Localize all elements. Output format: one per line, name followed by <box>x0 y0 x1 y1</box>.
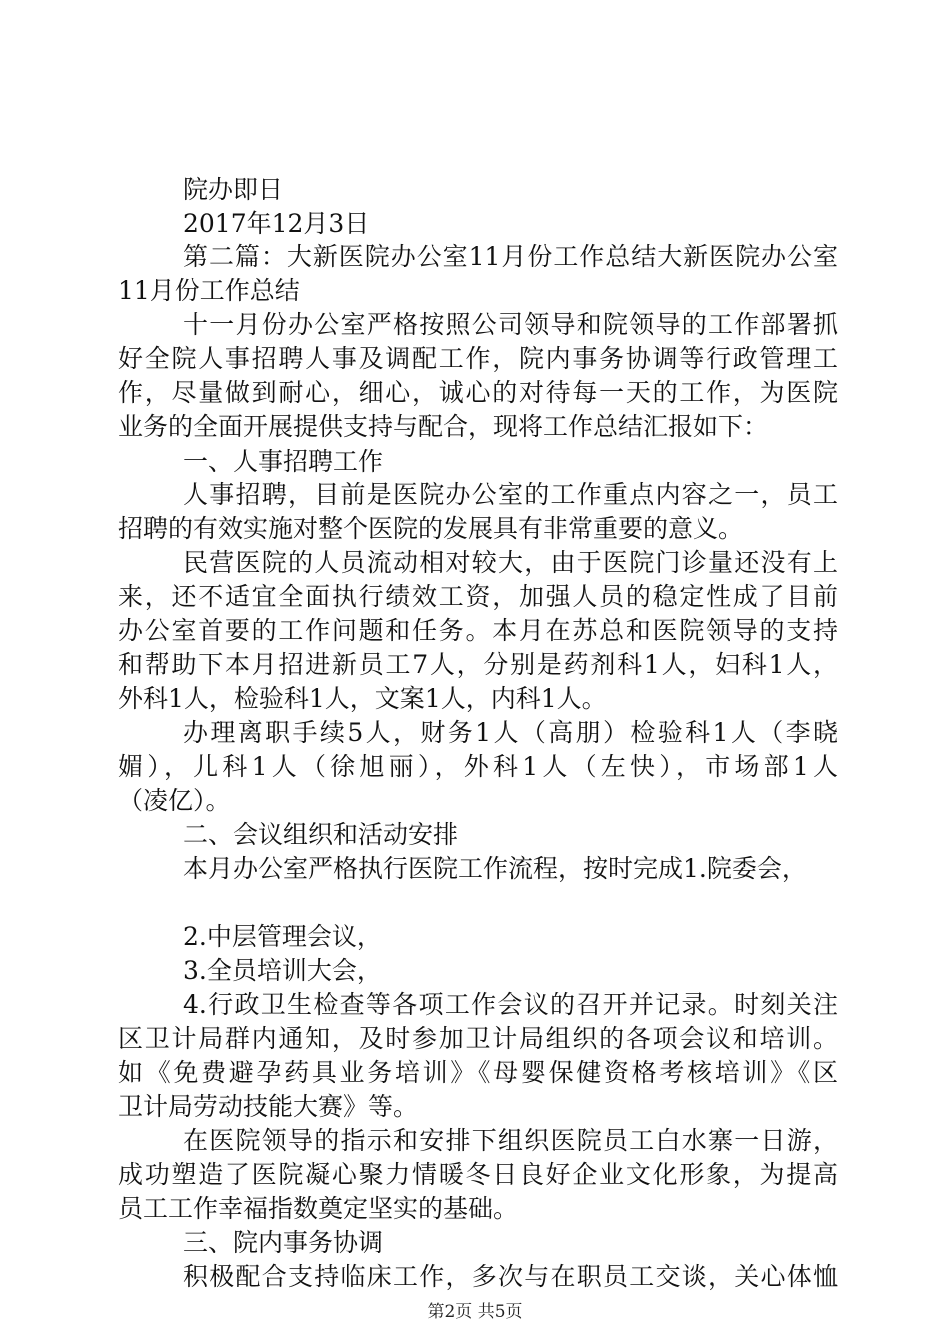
paragraph-line: 媚），儿科1人（徐旭丽），外科1人（左快），市场部1人 <box>118 752 838 781</box>
paragraph-line: 本月办公室严格执行医院工作流程，按时完成1.院委会， <box>183 854 807 883</box>
paragraph-line: 业务的全面开展提供支持与配合，现将工作总结汇报如下： <box>118 412 769 441</box>
paragraph-line: 员工工作幸福指数奠定坚实的基础。 <box>118 1194 519 1223</box>
paragraph-line: 区卫计局群内通知，及时参加卫计局组织的各项会议和培训。 <box>118 1024 838 1053</box>
paragraph-line: （凌亿）。 <box>118 786 231 815</box>
section-title-line: 第二篇：大新医院办公室11月份工作总结大新医院办公室 <box>183 242 838 271</box>
heading-meetings: 二、会议组织和活动安排 <box>183 820 459 849</box>
list-item: 4.行政卫生检查等各项工作会议的召开并记录。时刻关注 <box>183 990 838 1019</box>
page-number-footer: 第2页 共5页 <box>427 1302 523 1322</box>
paragraph-line: 外科1人，检验科1人，文案1人，内科1人。 <box>118 684 607 713</box>
paragraph-line: 作，尽量做到耐心，细心，诚心的对待每一天的工作，为医院 <box>118 378 838 407</box>
paragraph-line: 好全院人事招聘人事及调配工作，院内事务协调等行政管理工 <box>118 344 838 373</box>
paragraph-line: 招聘的有效实施对整个医院的发展具有非常重要的意义。 <box>118 514 744 543</box>
signature-date: 2017年12月3日 <box>183 209 370 238</box>
paragraph-line: 积极配合支持临床工作，多次与在职员工交谈，关心体恤 <box>183 1262 838 1291</box>
list-item: 3.全员培训大会， <box>183 956 382 985</box>
paragraph-line: 如《免费避孕药具业务培训》《母婴保健资格考核培训》《区 <box>118 1058 838 1087</box>
paragraph-line: 来，还不适宜全面执行绩效工资，加强人员的稳定性成了目前 <box>118 582 838 611</box>
paragraph-line: 和帮助下本月招进新员工7人，分别是药剂科1人，妇科1人， <box>118 650 838 679</box>
heading-recruitment: 一、人事招聘工作 <box>183 447 384 476</box>
signature-office: 院办即日 <box>183 175 284 204</box>
paragraph-line: 十一月份办公室严格按照公司领导和院领导的工作部署抓 <box>183 310 838 339</box>
paragraph-line: 成功塑造了医院凝心聚力情暖冬日良好企业文化形象，为提高 <box>118 1160 838 1189</box>
paragraph-line: 卫计局劳动技能大赛》等。 <box>118 1092 419 1121</box>
list-item: 2.中层管理会议， <box>183 922 382 951</box>
paragraph-line: 民营医院的人员流动相对较大，由于医院门诊量还没有上 <box>183 548 838 577</box>
paragraph-line: 办公室首要的工作问题和任务。本月在苏总和医院领导的支持 <box>118 616 838 645</box>
paragraph-line: 人事招聘，目前是医院办公室的工作重点内容之一，员工 <box>183 480 838 509</box>
heading-coordination: 三、院内事务协调 <box>183 1228 384 1257</box>
paragraph-line: 在医院领导的指示和安排下组织医院员工白水寨一日游， <box>183 1126 838 1155</box>
paragraph-line: 办理离职手续5人，财务1人（高朋）检验科1人（李晓 <box>183 718 838 747</box>
section-title-line: 11月份工作总结 <box>118 276 300 305</box>
